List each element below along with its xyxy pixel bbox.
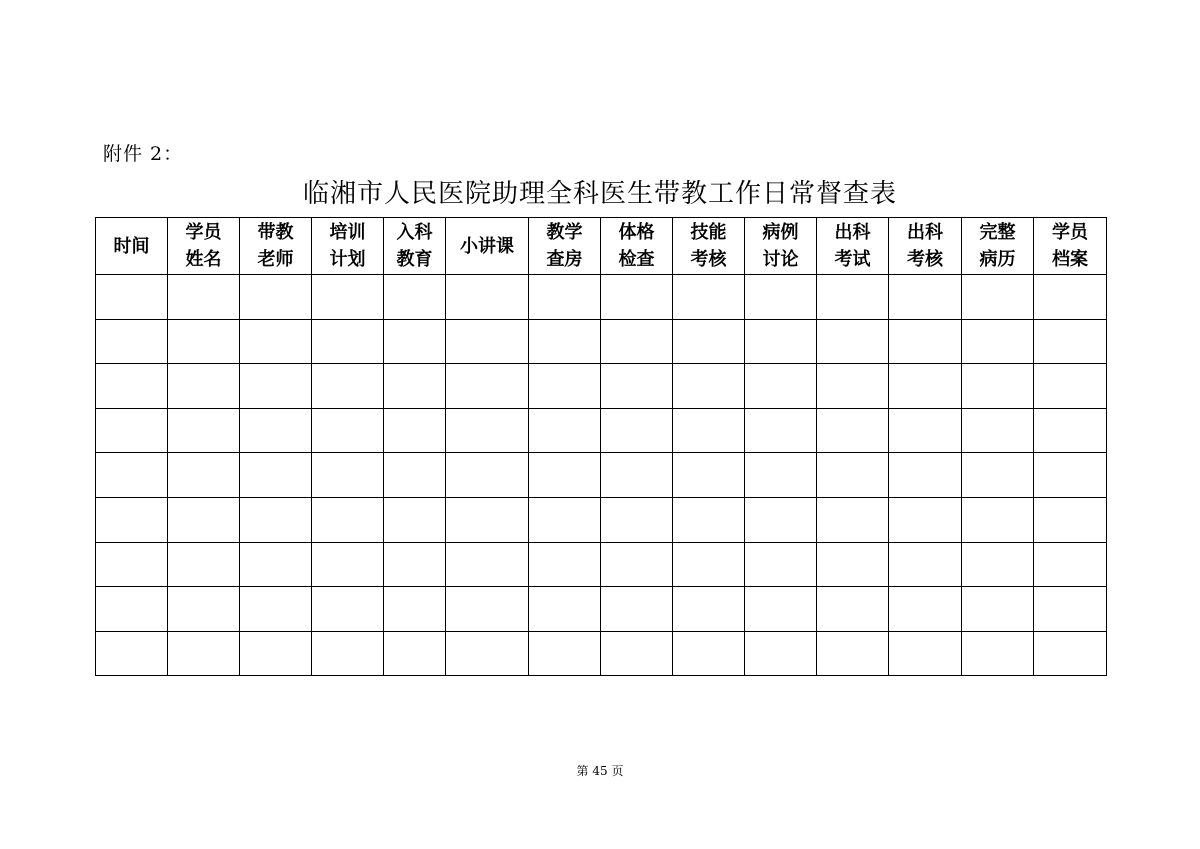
table-cell[interactable] (96, 587, 168, 632)
table-cell[interactable] (529, 631, 601, 676)
col-header-physical-exam: 体格 检查 (601, 218, 673, 275)
table-cell[interactable] (446, 275, 529, 320)
table-cell[interactable] (817, 542, 889, 587)
table-cell[interactable] (384, 364, 446, 409)
table-cell[interactable] (962, 497, 1034, 542)
table-row (96, 453, 1107, 498)
table-cell[interactable] (529, 542, 601, 587)
document-title: 临湘市人民医院助理全科医生带教工作日常督查表 (302, 179, 897, 209)
table-cell[interactable] (1034, 364, 1107, 409)
table-cell[interactable] (1034, 587, 1107, 632)
table-cell[interactable] (1034, 631, 1107, 676)
table-cell[interactable] (384, 408, 446, 453)
table-cell[interactable] (446, 542, 529, 587)
table-cell[interactable] (384, 587, 446, 632)
table-cell[interactable] (962, 542, 1034, 587)
table-cell[interactable] (384, 275, 446, 320)
table-cell[interactable] (529, 453, 601, 498)
table-cell[interactable] (817, 453, 889, 498)
table-cell[interactable] (889, 631, 962, 676)
table-cell[interactable] (745, 631, 817, 676)
table-cell[interactable] (889, 408, 962, 453)
table-cell[interactable] (745, 364, 817, 409)
col-header-teacher: 带教 老师 (240, 218, 312, 275)
table-cell[interactable] (96, 542, 168, 587)
table-row (96, 408, 1107, 453)
table-cell[interactable] (240, 319, 312, 364)
table-cell[interactable] (889, 587, 962, 632)
table-cell[interactable] (240, 631, 312, 676)
table-cell[interactable] (1034, 319, 1107, 364)
col-header-training-plan: 培训 计划 (312, 218, 384, 275)
table-cell[interactable] (312, 364, 384, 409)
table-cell[interactable] (962, 631, 1034, 676)
table-cell[interactable] (673, 275, 745, 320)
table-cell[interactable] (240, 408, 312, 453)
table-row (96, 631, 1107, 676)
table-cell[interactable] (312, 319, 384, 364)
table-cell[interactable] (529, 364, 601, 409)
table-cell[interactable] (889, 319, 962, 364)
col-header-case-discussion: 病例 讨论 (745, 218, 817, 275)
table-cell[interactable] (312, 542, 384, 587)
table-cell[interactable] (889, 542, 962, 587)
table-cell[interactable] (446, 453, 529, 498)
table-cell[interactable] (384, 542, 446, 587)
table-cell[interactable] (240, 364, 312, 409)
table-cell[interactable] (745, 497, 817, 542)
table-cell[interactable] (312, 408, 384, 453)
table-cell[interactable] (529, 408, 601, 453)
table-cell[interactable] (817, 497, 889, 542)
table-cell[interactable] (96, 408, 168, 453)
table-cell[interactable] (1034, 275, 1107, 320)
col-header-orientation: 入科 教育 (384, 218, 446, 275)
table-cell[interactable] (673, 453, 745, 498)
table-cell[interactable] (817, 408, 889, 453)
table-cell[interactable] (673, 497, 745, 542)
table-cell[interactable] (817, 587, 889, 632)
table-cell[interactable] (240, 587, 312, 632)
table-cell[interactable] (312, 587, 384, 632)
table-cell[interactable] (601, 542, 673, 587)
table-cell[interactable] (745, 319, 817, 364)
table-cell[interactable] (446, 319, 529, 364)
table-cell[interactable] (889, 275, 962, 320)
table-cell[interactable] (889, 453, 962, 498)
table-cell[interactable] (673, 631, 745, 676)
table-cell[interactable] (240, 542, 312, 587)
table-cell[interactable] (312, 497, 384, 542)
table-row (96, 587, 1107, 632)
table-cell[interactable] (446, 631, 529, 676)
table-cell[interactable] (817, 631, 889, 676)
table-cell[interactable] (168, 587, 240, 632)
inspection-table (95, 217, 1107, 676)
table-cell[interactable] (673, 364, 745, 409)
table-row (96, 497, 1107, 542)
table-cell[interactable] (962, 408, 1034, 453)
table-cell[interactable] (745, 453, 817, 498)
table-cell[interactable] (745, 408, 817, 453)
table-row (96, 364, 1107, 409)
table-cell[interactable] (96, 275, 168, 320)
table-cell[interactable] (601, 587, 673, 632)
table-cell[interactable] (168, 275, 240, 320)
table-cell[interactable] (529, 319, 601, 364)
table-cell[interactable] (96, 453, 168, 498)
table-row (96, 542, 1107, 587)
table-cell[interactable] (817, 275, 889, 320)
table-cell[interactable] (96, 364, 168, 409)
table-cell[interactable] (312, 631, 384, 676)
table-cell[interactable] (962, 587, 1034, 632)
table-cell[interactable] (168, 497, 240, 542)
col-header-mini-lecture: 小讲课 (446, 218, 529, 275)
table-cell[interactable] (889, 364, 962, 409)
col-header-complete-record: 完整 病历 (962, 218, 1034, 275)
table-row (96, 319, 1107, 364)
col-header-teaching-rounds: 教学 查房 (529, 218, 601, 275)
table-cell[interactable] (745, 275, 817, 320)
table-cell[interactable] (962, 364, 1034, 409)
table-row (96, 275, 1107, 320)
table-cell[interactable] (384, 631, 446, 676)
col-header-student-name: 学员 姓名 (168, 218, 240, 275)
table-cell[interactable] (168, 408, 240, 453)
table-cell[interactable] (745, 587, 817, 632)
table-cell[interactable] (168, 453, 240, 498)
table-cell[interactable] (96, 497, 168, 542)
table-cell[interactable] (446, 408, 529, 453)
table-cell[interactable] (446, 587, 529, 632)
table-cell[interactable] (1034, 542, 1107, 587)
table-cell[interactable] (601, 408, 673, 453)
table-cell[interactable] (240, 275, 312, 320)
table-cell[interactable] (1034, 453, 1107, 498)
table-cell[interactable] (601, 364, 673, 409)
table-cell[interactable] (673, 408, 745, 453)
table-cell[interactable] (962, 453, 1034, 498)
table-cell[interactable] (240, 497, 312, 542)
table-cell[interactable] (817, 364, 889, 409)
table-cell[interactable] (601, 319, 673, 364)
col-header-student-file: 学员 档案 (1034, 218, 1107, 275)
table-cell[interactable] (168, 319, 240, 364)
table-cell[interactable] (889, 497, 962, 542)
table-header-row (96, 218, 1107, 275)
table-cell[interactable] (962, 275, 1034, 320)
table-cell[interactable] (384, 319, 446, 364)
table-cell[interactable] (1034, 497, 1107, 542)
col-header-time: 时间 (96, 218, 168, 275)
attachment-label: 附件 2： (103, 143, 184, 165)
table-cell[interactable] (601, 497, 673, 542)
table-cell[interactable] (673, 319, 745, 364)
table-cell[interactable] (446, 497, 529, 542)
table-cell[interactable] (673, 542, 745, 587)
table-cell[interactable] (384, 453, 446, 498)
table-cell[interactable] (601, 453, 673, 498)
table-cell[interactable] (962, 319, 1034, 364)
table-cell[interactable] (168, 542, 240, 587)
table-cell[interactable] (96, 631, 168, 676)
table-cell[interactable] (745, 542, 817, 587)
col-header-exit-exam: 出科 考试 (817, 218, 889, 275)
page-number: 第 45 页 (576, 764, 624, 778)
table-cell[interactable] (312, 453, 384, 498)
table-cell[interactable] (1034, 408, 1107, 453)
table-cell[interactable] (96, 319, 168, 364)
table-cell[interactable] (240, 453, 312, 498)
table-cell[interactable] (312, 275, 384, 320)
table-cell[interactable] (673, 587, 745, 632)
table-cell[interactable] (529, 587, 601, 632)
table-cell[interactable] (529, 497, 601, 542)
table-body (96, 275, 1107, 676)
table-cell[interactable] (601, 275, 673, 320)
col-header-skills-assessment: 技能 考核 (673, 218, 745, 275)
table-cell[interactable] (168, 631, 240, 676)
table-cell[interactable] (817, 319, 889, 364)
table-cell[interactable] (384, 497, 446, 542)
table-cell[interactable] (601, 631, 673, 676)
table-cell[interactable] (529, 275, 601, 320)
table-cell[interactable] (446, 364, 529, 409)
table-cell[interactable] (168, 364, 240, 409)
col-header-exit-assessment: 出科 考核 (889, 218, 962, 275)
